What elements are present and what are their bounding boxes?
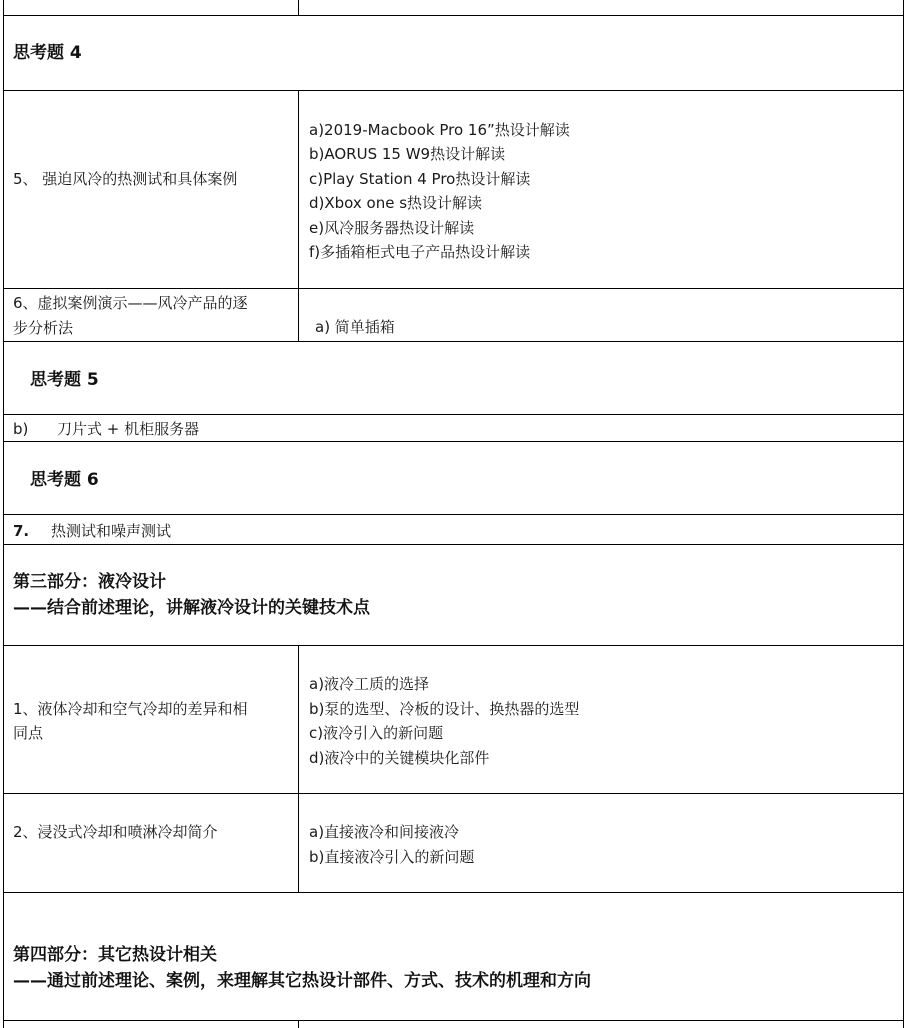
row5-item-e: e)风冷服务器热设计解读	[309, 219, 475, 237]
row-divider	[3, 544, 904, 545]
p3row1-item-d: d)液冷中的关键模块化部件	[309, 749, 490, 767]
row-divider	[3, 892, 904, 893]
p3row2-item-a: a)直接液冷和间接液冷	[309, 823, 460, 841]
row7-text: 热测试和噪声测试	[51, 522, 172, 540]
p3row1-label-line2: 同点	[13, 724, 44, 742]
row-divider	[3, 15, 904, 16]
row-divider	[3, 645, 904, 646]
column-divider	[298, 0, 299, 15]
row-divider	[3, 288, 904, 289]
row5-item-f: f)多插箱柜式电子产品热设计解读	[309, 243, 531, 261]
row-b-text: b) 刀片式 + 机柜服务器	[13, 420, 200, 438]
row7	[13, 519, 171, 544]
row5-item-a: a)2019-Macbook Pro 16”热设计解读	[309, 121, 570, 139]
row-divider	[3, 341, 904, 342]
question-heading-4: 思考题 4	[13, 43, 82, 63]
row6-item-a: a) 简单插箱	[315, 318, 395, 336]
part4-title: 第四部分：其它热设计相关	[13, 945, 217, 965]
row5-item-c: c)Play Station 4 Pro热设计解读	[309, 170, 531, 188]
question-heading-5: 思考题 5	[30, 370, 99, 390]
row6-label-line2: 步分析法	[13, 319, 74, 337]
part3-subtitle: ——结合前述理论，讲解液冷设计的关键技术点	[13, 598, 370, 618]
column-divider	[298, 90, 299, 342]
row5-item-d: d)Xbox one s热设计解读	[309, 194, 483, 212]
p3row1-item-b: b)泵的选型、冷板的设计、换热器的选型	[309, 700, 580, 718]
column-divider	[298, 1020, 299, 1028]
part4-subtitle: ——通过前述理论、案例，来理解其它热设计部件、方式、技术的机理和方向	[13, 971, 591, 991]
row-divider	[3, 793, 904, 794]
p3row2-label: 2、浸没式冷却和喷淋冷却简介	[13, 823, 218, 841]
row-divider	[3, 514, 904, 515]
row-divider	[3, 414, 904, 415]
p3row2-item-b: b)直接液冷引入的新问题	[309, 848, 475, 866]
column-divider	[298, 645, 299, 893]
row6-label-line1: 6、虚拟案例演示——风冷产品的逐	[13, 294, 248, 312]
row-divider	[3, 1020, 904, 1021]
row5-item-b: b)AORUS 15 W9热设计解读	[309, 145, 506, 163]
p3row1-item-c: c)液冷引入的新问题	[309, 724, 444, 742]
row-divider	[3, 90, 904, 91]
part3-title: 第三部分：液冷设计	[13, 572, 166, 592]
p3row1-label-line1: 1、液体冷却和空气冷却的差异和相	[13, 700, 248, 718]
question-heading-6: 思考题 6	[30, 470, 99, 490]
row7-number: 7.	[13, 522, 30, 540]
p3row1-item-a: a)液冷工质的选择	[309, 675, 430, 693]
row5-label: 5、 强迫风冷的热测试和具体案例	[13, 170, 238, 188]
